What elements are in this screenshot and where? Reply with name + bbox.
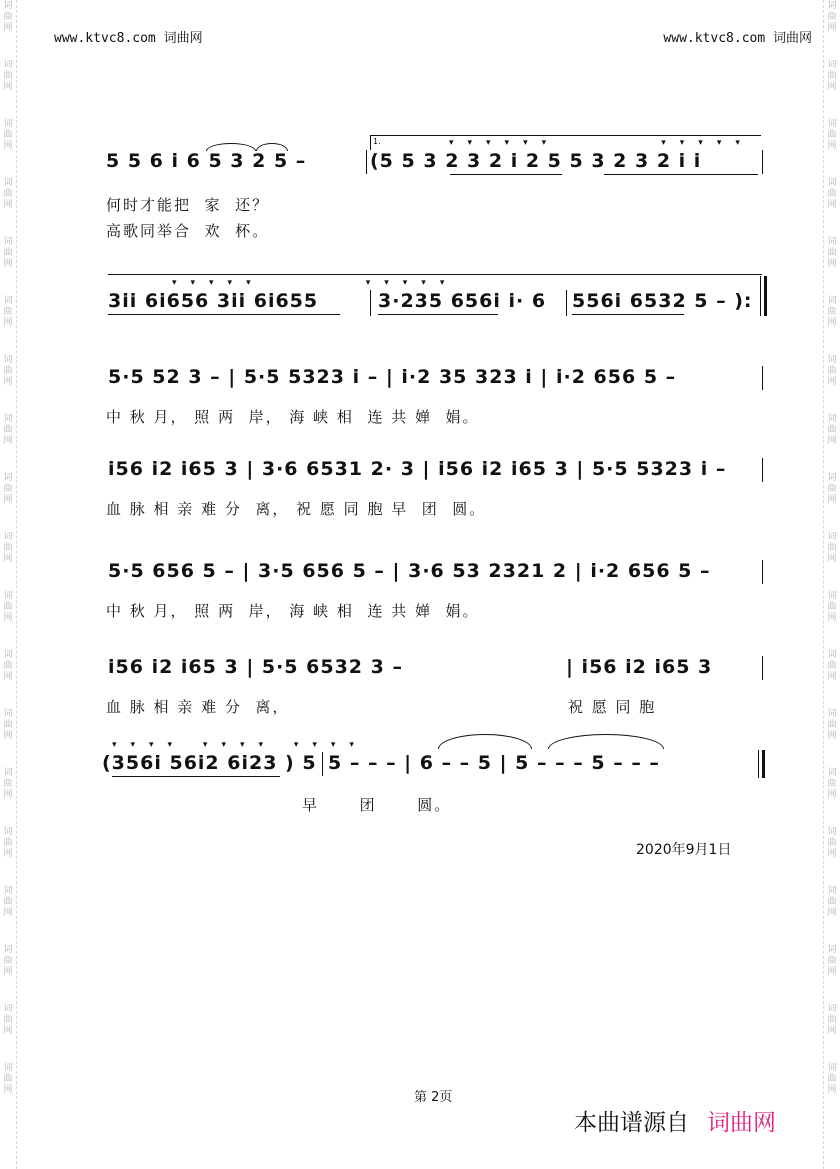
lyric-line1-verse1: 何时才能把 家 还？ bbox=[106, 196, 270, 214]
barline bbox=[762, 366, 763, 390]
barline bbox=[762, 150, 763, 174]
underline-beam bbox=[450, 174, 562, 175]
notes-line6-b: | i56 i2 i65 3 bbox=[566, 656, 713, 678]
credit-text: 本曲谱源自 bbox=[574, 1110, 689, 1136]
accent-marks: ▾▾▾▾ ▾▾▾▾ ▾▾▾▾ bbox=[112, 740, 368, 750]
slur bbox=[256, 143, 288, 151]
notes-line2-c: 556i 6532 5 – ): bbox=[572, 290, 753, 312]
accent-marks: ▾▾▾▾▾ ▾▾▾▾▾ bbox=[172, 278, 459, 288]
watermark-glyphs: 词 曲 网 bbox=[827, 532, 837, 564]
source-credit bbox=[574, 1104, 776, 1137]
watermark-glyphs: 词 曲 网 bbox=[827, 886, 837, 918]
tie bbox=[548, 734, 664, 749]
underline-beam bbox=[378, 314, 498, 315]
lyric-line6-b: 祝 愿 同 胞 bbox=[568, 698, 657, 716]
watermark-glyphs: 词 曲 网 bbox=[827, 591, 837, 623]
barline bbox=[762, 560, 763, 584]
underline-beam bbox=[604, 174, 758, 175]
barline bbox=[758, 750, 759, 778]
barline bbox=[566, 290, 567, 316]
watermark-glyphs: 词 曲 网 bbox=[827, 945, 837, 977]
volta-number: 1. bbox=[373, 137, 381, 146]
lyric-line5: 中 秋 月， 照 两 岸， 海 峡 相 连 共 婵 娟。 bbox=[106, 602, 480, 620]
notes-line2-b: 3·235 656i i· 6 bbox=[378, 290, 547, 312]
watermark-glyphs: 词 曲 网 bbox=[3, 650, 13, 682]
composition-date: 2020年9月1日 bbox=[636, 842, 732, 858]
header-link-right[interactable]: www.ktvc8.com 词曲网 bbox=[663, 31, 812, 46]
score-line-6 bbox=[0, 656, 840, 716]
watermark-glyphs: 词 曲 网 bbox=[827, 355, 837, 387]
notes-line1-a: 5 5 6 i 6 5 3 2 5 – bbox=[106, 150, 307, 172]
notes-line1-b: (5 5 3 2 3 2 i 2 5 5 3 2 3 2 i i bbox=[370, 150, 702, 172]
lyric-line6-a: 血 脉 相 亲 难 分 离， bbox=[106, 698, 290, 716]
watermark-glyphs: 词 曲 网 bbox=[3, 414, 13, 446]
score-line-3 bbox=[0, 366, 840, 426]
watermark-glyphs: 词 曲 网 bbox=[3, 237, 13, 269]
lyric-line7: 早 团 圆。 bbox=[302, 796, 452, 814]
header-link-left[interactable]: www.ktvc8.com 词曲网 bbox=[54, 31, 203, 46]
notes-line4: i56 i2 i65 3 | 3·6 6531 2· 3 | i56 i2 i65 3 | 5·5 5323 i – bbox=[108, 458, 727, 480]
score-line-7 bbox=[0, 740, 840, 814]
watermark-glyphs: 词 曲 网 bbox=[827, 237, 837, 269]
underline-beam bbox=[572, 314, 684, 315]
lyric-line1-verse2: 高歌同举合 欢 杯。 bbox=[106, 222, 270, 240]
lyric-line3: 中 秋 月， 照 两 岸， 海 峡 相 连 共 婵 娟。 bbox=[106, 408, 480, 426]
credit-brand-link[interactable]: 词曲网 bbox=[707, 1110, 776, 1136]
watermark-glyphs: 词 曲 网 bbox=[3, 119, 13, 151]
watermark-glyphs: 词 曲 网 bbox=[3, 473, 13, 505]
watermark-glyphs: 词 曲 网 bbox=[3, 591, 13, 623]
watermark-glyphs: 词 曲 网 bbox=[827, 1, 837, 33]
watermark-glyphs: 词 曲 网 bbox=[827, 296, 837, 328]
watermark-glyphs: 词 曲 网 bbox=[827, 768, 837, 800]
underline-beam bbox=[112, 776, 280, 777]
notes-line7-a: (356i 56i2 6i23 ) 5 bbox=[102, 752, 317, 774]
barline bbox=[366, 150, 367, 174]
watermark-glyphs: 词 曲 网 bbox=[827, 1004, 837, 1036]
score-line-2 bbox=[0, 278, 840, 330]
notes-line2-a: 3ii 6i656 3ii 6i655 bbox=[108, 290, 319, 312]
watermark-glyphs: 词 曲 网 bbox=[3, 1004, 13, 1036]
watermark-glyphs: 词 曲 网 bbox=[3, 1, 13, 33]
barline bbox=[370, 290, 371, 316]
watermark-glyphs: 词 曲 网 bbox=[827, 473, 837, 505]
watermark-glyphs: 词 曲 网 bbox=[3, 886, 13, 918]
barline bbox=[760, 276, 761, 316]
notes-line7-b: 5 – – – | 6 – – 5 | 5 – – – 5 – – – bbox=[328, 752, 660, 774]
watermark-glyphs: 词 曲 网 bbox=[827, 650, 837, 682]
watermark-glyphs: 词 曲 网 bbox=[827, 827, 837, 859]
lyric-line4: 血 脉 相 亲 难 分 离， 祝 愿 同 胞 早 团 圆。 bbox=[106, 500, 487, 518]
watermark-glyphs: 词 曲 网 bbox=[3, 709, 13, 741]
watermark-glyphs: 词 曲 网 bbox=[827, 178, 837, 210]
watermark-glyphs: 词 曲 网 bbox=[827, 709, 837, 741]
notes-line3: 5·5 52 3 – | 5·5 5323 i – | i·2 35 323 i | i·2 656 5 – bbox=[108, 366, 677, 388]
watermark-glyphs: 词 曲 网 bbox=[3, 355, 13, 387]
watermark-glyphs: 词 曲 网 bbox=[3, 178, 13, 210]
watermark-glyphs: 词 曲 网 bbox=[3, 827, 13, 859]
watermark-glyphs: 词 曲 网 bbox=[827, 60, 837, 92]
watermark-glyphs: 词 曲 网 bbox=[3, 768, 13, 800]
barline bbox=[762, 458, 763, 482]
final-barline bbox=[762, 750, 765, 778]
underline-beam bbox=[108, 314, 340, 315]
watermark-glyphs: 词 曲 网 bbox=[3, 1063, 13, 1095]
tie bbox=[438, 734, 532, 749]
notes-line6-a: i56 i2 i65 3 | 5·5 6532 3 – bbox=[108, 656, 403, 678]
watermark-glyphs: 词 曲 网 bbox=[3, 60, 13, 92]
page-number: 第 2页 bbox=[414, 1090, 453, 1105]
barline bbox=[322, 752, 323, 776]
watermark-glyphs: 词 曲 网 bbox=[827, 119, 837, 151]
watermark-glyphs: 词 曲 网 bbox=[3, 532, 13, 564]
final-repeat-barline bbox=[764, 276, 767, 316]
score-line-4 bbox=[0, 458, 840, 518]
notes-line5: 5·5 656 5 – | 3·5 656 5 – | 3·6 53 2321 2 | i·2 656 5 – bbox=[108, 560, 711, 582]
watermark-glyphs: 词 曲 网 bbox=[827, 1063, 837, 1095]
slur bbox=[206, 143, 256, 151]
watermark-glyphs: 词 曲 网 bbox=[827, 414, 837, 446]
barline bbox=[762, 656, 763, 680]
watermark-glyphs: 词 曲 网 bbox=[3, 296, 13, 328]
accent-marks: ▾▾▾▾▾▾ ▾▾▾▾▾ bbox=[449, 138, 754, 148]
watermark-glyphs: 词 曲 网 bbox=[3, 945, 13, 977]
